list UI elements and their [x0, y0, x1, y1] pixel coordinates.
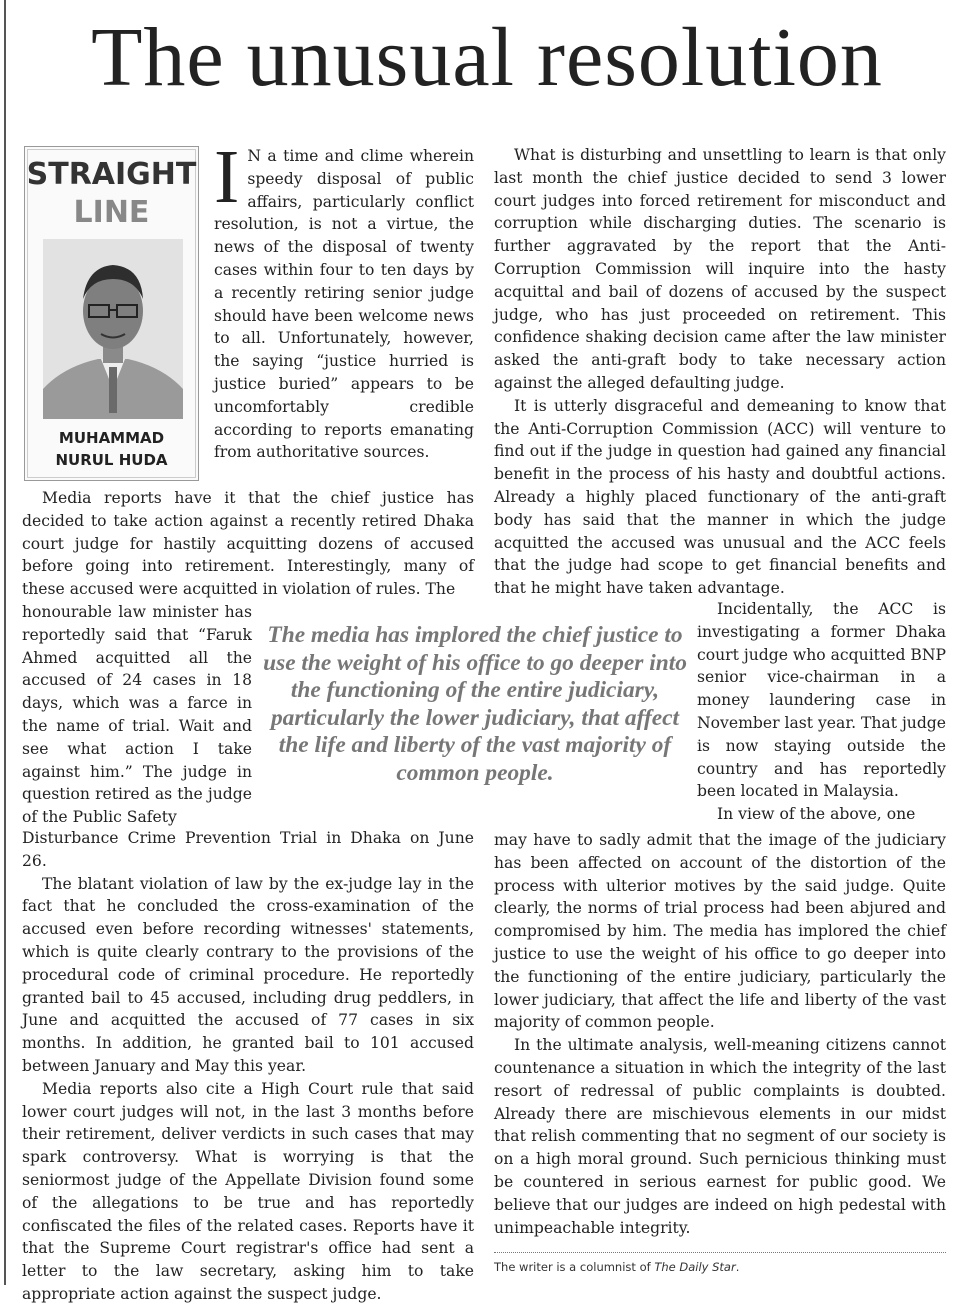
paragraph-disturbing: What is disturbing and unsettling to learn is that only last month the chief justice decided to send 3 lower court judges into forced retirement for misconduct and corruption while discharging duties. The scenario is further aggravated by the report that the Anti-Corruption Commission will inquire into the hasty acquittal and bail of dozens of accused by the suspect judge, who has just proceeded on retirement. This confidence shaking decision came after the law minister asked the anti-graft body to take necessary action against the alleged defaulting judge.: [494, 146, 946, 392]
paragraph-media-reports: [22, 487, 474, 601]
drop-cap: I: [214, 135, 240, 219]
pull-quote: The media has implored the chief justice to use the weight of his office to go deeper into the functioning of the entire judiciary, particularly the lower judiciary, that affect the life and liberty of the vast majority of common people.: [263, 622, 687, 786]
paragraph-in-view-start: In view of the above, one: [717, 805, 916, 824]
left-column-rule: [4, 0, 6, 1285]
credit-paper-name: The Daily Star: [654, 1260, 736, 1274]
author-name-line-2: NURUL HUDA: [55, 451, 168, 469]
paragraph-high-court-rule: Media reports also cite a High Court rule that said lower court judges will not, in the last 3 months before their retirement, deliver verdicts in such cases that may spark controversy. What is worrying is that the seniormost judge of the Appellate Division found some of the allegations to be true and has reportedly confiscated the files of the related cases. Reports have it that the Supreme Court registrar's office had sent a letter to the law secretary, asking him to take appropriate action against the suspect judge.: [22, 1079, 474, 1303]
column-title-line: LINE: [73, 195, 150, 230]
paragraph-incidentally: [697, 598, 946, 826]
author-photo: [43, 239, 183, 419]
headline: The unusual resolution: [91, 11, 883, 104]
lead-text: N a time and clime wherein speedy disposal of public affairs, particularly conflict resolution, is not a virtue, the news of the disposal of twenty cases within four to ten days by a recently retiring senior judge should have been welcome news to all. Unfortunately, however, the saying “justice hurried is justice buried” appears to be uncomfortably credible according to reports emanating from authoritative sources.: [214, 147, 474, 462]
credit-suffix: .: [735, 1260, 740, 1274]
credit-separator: [494, 1252, 946, 1253]
paragraph-law-minister: [22, 601, 252, 829]
credit-prefix: The writer is a columnist of: [494, 1260, 655, 1274]
right-column-upper: [494, 144, 946, 600]
right-column-lower: [494, 829, 946, 1239]
paragraph-disgraceful: It is utterly disgraceful and demeaning to know that the Anti-Corruption Commission (ACC) will venture to find out if the judge in question had gained any financial benefit in the process of his hasty and doubtful actions. Already a highly placed functionary of the anti-graft body has said that the manner in which the judge acquitted the accused was unusual and the ACC feels that the judge had scope to get financial benefits and that he might have taken advantage.: [494, 396, 946, 598]
author-name-line-1: MUHAMMAD: [58, 429, 165, 447]
paragraph-blatant-violation: The blatant violation of law by the ex-judge lay in the fact that he concluded the cross-examination of the accused even before recording witnesses' statements, which is quite clearly contrary to the provisions of the procedural code of criminal procedure. He reportedly granted bail to 45 accused, including drug peddlers, in June and acquitted the accused of 77 cases in six months. In addition, he granted bail to 101 accused between January and May this year.: [22, 874, 474, 1075]
paragraph-ultimate-analysis: In the ultimate analysis, well-meaning citizens cannot countenance a situation in which the integrity of the last resort of redressal of public complaints is doubted. Already there are mischievous elements in our midst that relish commenting that no segment of our society is on a high moral ground. Such pernicious thinking must be countered in serious earnest for public good. We believe that our judges are indeed on high pedestal with unimpeachable integrity.: [494, 1036, 946, 1237]
paragraph-in-view-rest: may have to sadly admit that the image of the judiciary has been affected on account of the distortion of the process with ulterior motives by the said judge. Quite clearly, the norms of trial process had been abjured and compromised by him. The media has implored the chief justice to use the weight of his office to go deeper into the functioning of the entire judiciary, particularly the lower judiciary, that affect the life and liberty of the vast majority of common people.: [494, 831, 946, 1032]
author-portrait-illustration: [43, 239, 183, 419]
paragraph-law-minister-text: honourable law minister has reportedly said that “Faruk Ahmed acquitted all the accused of 24 cases in 18 days, which was a farce in the name of trial. Wait and see what action I take against him.” The judge in question retired as the judge of the Public Safety: [22, 603, 252, 827]
column-title-straight: STRAIGHT: [26, 157, 197, 192]
paragraph-incidentally-text: Incidentally, the ACC is investigating a former Dhaka court judge who acquitted BNP senior vice-chairman in a money laundering case in November last year. That judge is now staying outside the country and has reportedly been located in Malaysia.: [697, 600, 947, 801]
lead-paragraph: [214, 135, 474, 464]
paragraph-law-minister-end: Disturbance Crime Prevention Trial in Dhaka on June 26.: [22, 829, 474, 870]
author-name: [25, 427, 198, 471]
column-logo-box: [24, 146, 199, 481]
left-column-lower: [22, 827, 474, 1306]
paragraph-media-reports-text: Media reports have it that the chief justice has decided to take action against a recently retired Dhaka court judge for hastily acquitting dozens of accused before going into retirement. Interestingly, many of these accused were acquitted in violation of rules. The: [22, 489, 474, 599]
writer-credit: [494, 1260, 739, 1274]
